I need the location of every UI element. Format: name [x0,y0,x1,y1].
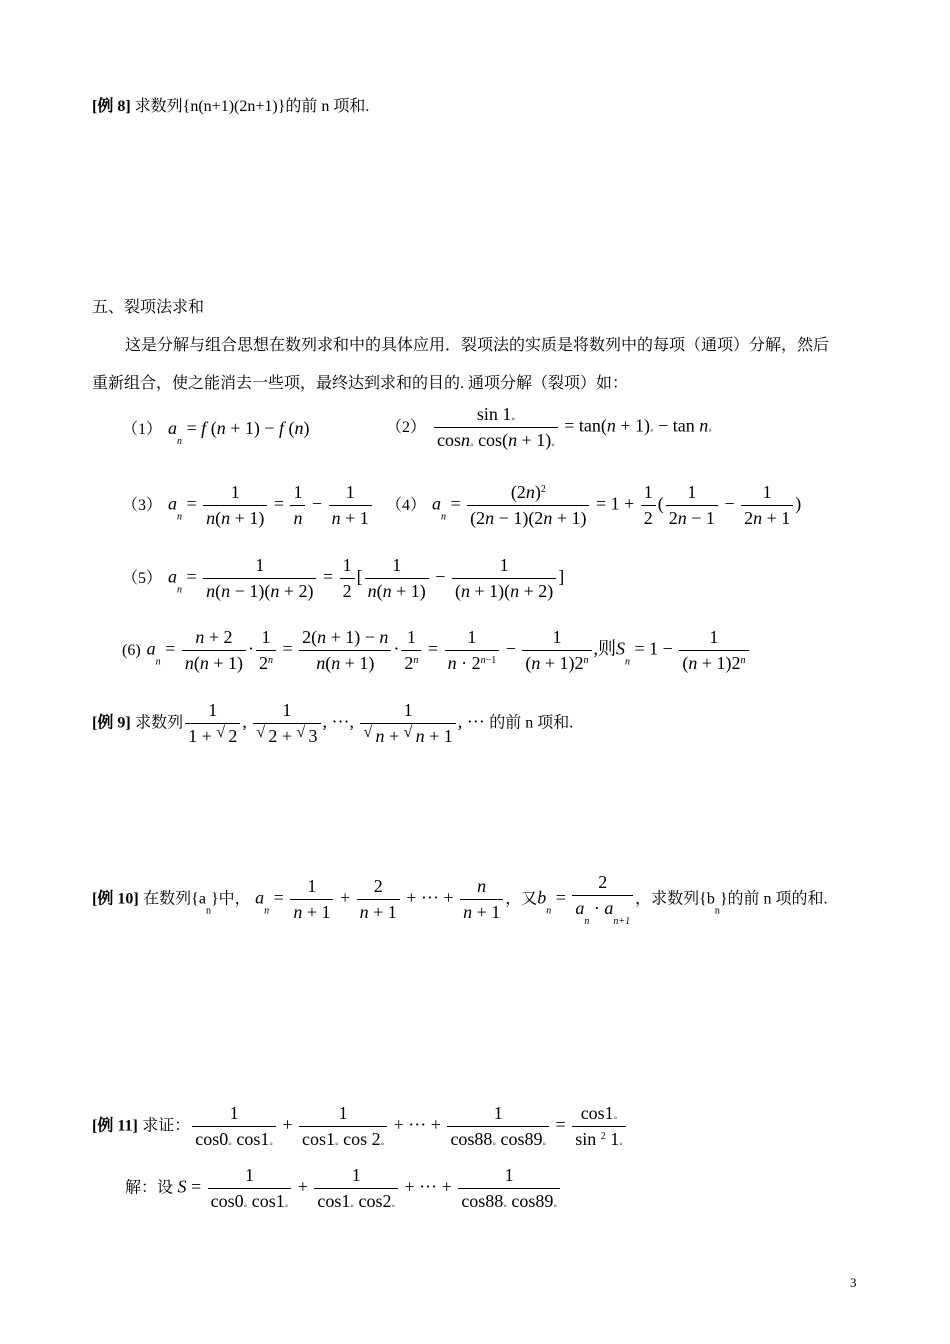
example-9: [例 9] 求数列 $\frac{1}{1 + √ 2}$ , 1 √ 2 + √ 3 , ···, 1 √ n + √ n + 1 , ··· 的前 n 项和. [92,700,573,747]
page-number: 3 [850,1275,857,1290]
example-8-label: [例 8] [92,98,131,115]
formula-1: （1） $a_n = f$ (n + 1) − f (n) [122,418,310,447]
section-5-para-line-2: 重新组合，使之能消去一些项，最终达到求和的目的. 通项分解（裂项）如： [92,375,629,392]
example-11-solution: 解：设 S = $\frac{1}{\cos 0◦ \cos 1◦}$ + $\frac{1}{\cos 1◦ \cos 2◦}$ + ··· + $\frac{1}{\cos 88◦ \cos 89◦}$ [125,1165,562,1212]
formula-6: (6) $a_n$ = $\frac{n + 2}{n(n + 1)}$ · $\frac{1}{2^n}$ = $\frac{2(n + 1) - n}{n(n + 1)}$ · $\frac{1}{2^n}$ = $\frac{1}{n \cdot 2^{n-1}}$ − $\frac{1}{(n + 1)2^n}$ ,则$S_n = 1$ − $\frac{1}{(n + 1)2^n}$ [122,627,751,674]
example-8 [92,93,369,116]
formula-5: （5） $a_n$ = $\frac{1}{n(n - 1)(n + 2)}$ = $\frac{1}{2}$ [ $\frac{1}{n(n + 1)}$ − $\frac{1}{(n + 1)(n + 2)}$ ] [122,555,565,601]
example-8-text: 求数列{n(n+1)(2n+1)}的前 n 项和. [134,98,370,115]
example-9-label: [例 9] [92,714,131,732]
section-5-para-line-1: 这是分解与组合思想在数列求和中的具体应用．裂项法的实质是将数列中的每项（通项）分解，然后 [125,337,830,354]
example-11-label: [例 11] [92,1117,138,1135]
example-11: [例 11] 求证： $\frac{1}{\cos 0◦ \cos 1◦}$ + $\frac{1}{\cos 1◦ \cos 2◦}$ + ··· + $\frac{1}{\cos 88◦ \cos 89◦}$ = $\frac{\cos 1◦}{\sin ^2 1◦}$ [92,1103,628,1150]
formula-3: （3） $a_n$ = $\frac{1}{n(n + 1)}$ = $\frac{1}{n}$ − $\frac{1}{n + 1}$ [122,482,374,529]
example-10-label: [例 10] [92,890,139,908]
formula-2: （2） $\frac{\sin 1◦}{\cos n◦ \cos(n + 1)◦}$ = tan(n + 1)◦ − tan n◦ [386,404,712,451]
example-10: [例 10] 在数列$\{a_n\}$中， $a_n$ = $\frac{1}{n + 1}$ + $\frac{2}{n + 1}$ + ··· + $\frac{n}{n + 1}$ ，又$b_n$ = $\frac{2}{a_n \cdot a_{n+1}}$ ，求数列$\{b_n\}$的前 n 项的和. [92,872,828,927]
formula-4: （4） $a_n$ = $\frac{(2n)^2}{(2n - 1)(2n + 1)}$ = 1 + $\frac{1}{2}$ ( $\frac{1}{2n - 1}$ − $\frac{1}{2n + 1}$ ) [386,482,802,528]
section-5-heading: 五、裂项法求和 [92,299,205,316]
